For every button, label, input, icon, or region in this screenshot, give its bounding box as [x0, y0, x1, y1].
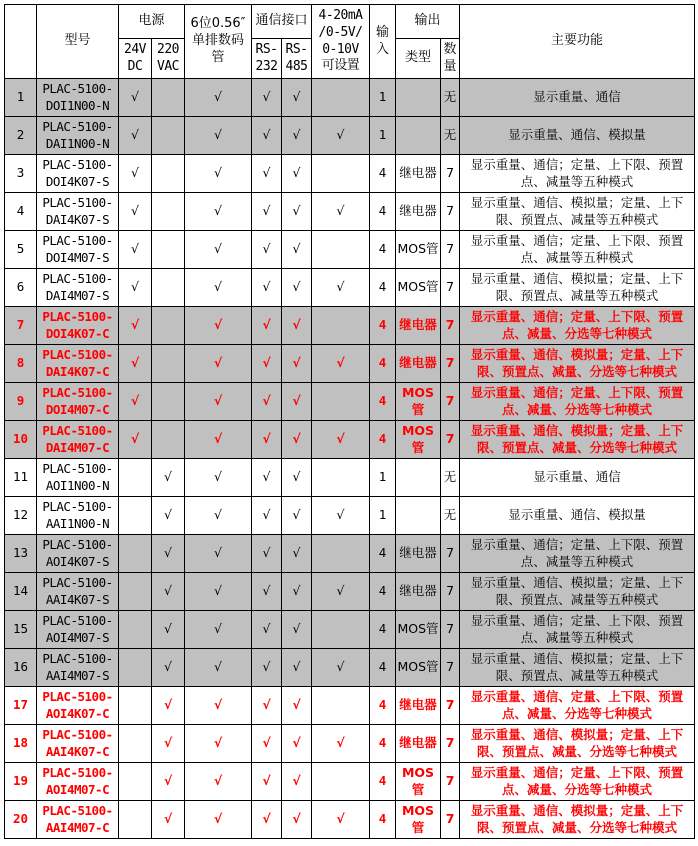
check-tube: √: [185, 269, 252, 307]
output-type-cell: 继电器: [396, 193, 441, 231]
row-number-cell: 16: [5, 649, 37, 687]
output-type-cell: MOS管: [396, 649, 441, 687]
row-number-cell: 15: [5, 611, 37, 649]
function-cell: 显示重量、通信、定量、上下限、预置点、减量、分选等七种模式: [460, 687, 695, 725]
check-rs485: √: [282, 801, 312, 839]
check-v24: √: [119, 383, 152, 421]
table-row: [5, 383, 695, 421]
output-qty-cell: 7: [441, 535, 460, 573]
check-v24: √: [119, 307, 152, 345]
check-v220: √: [152, 801, 185, 839]
model-cell: PLAC-5100-DAI4K07-S: [37, 193, 119, 231]
check-rs232: √: [252, 155, 282, 193]
check-rs485: √: [282, 687, 312, 725]
check-rs232: √: [252, 687, 282, 725]
header-power: 电源: [119, 5, 185, 39]
check-analog: √: [312, 573, 370, 611]
input-count-cell: 4: [370, 801, 396, 839]
check-v220: [152, 155, 185, 193]
check-analog: [312, 231, 370, 269]
header-input: 输 入: [370, 5, 396, 79]
header-rs485: RS- 485: [282, 39, 312, 79]
model-cell: PLAC-5100-AOI4K07-C: [37, 687, 119, 725]
function-cell: 显示重量、通信、模拟量；定量、上下限、预置点、减量等五种模式: [460, 269, 695, 307]
output-type-cell: MOS管: [396, 611, 441, 649]
output-type-cell: 继电器: [396, 345, 441, 383]
check-v24: √: [119, 117, 152, 155]
row-number-cell: 18: [5, 725, 37, 763]
check-v24: [119, 725, 152, 763]
check-tube: √: [185, 383, 252, 421]
check-v220: [152, 79, 185, 117]
input-count-cell: 4: [370, 763, 396, 801]
table-row: [5, 193, 695, 231]
model-cell: PLAC-5100-DOI4K07-S: [37, 155, 119, 193]
check-analog: [312, 611, 370, 649]
check-tube: √: [185, 155, 252, 193]
check-v220: [152, 269, 185, 307]
function-cell: 显示重量、通信、模拟量；定量、上下限、预置点、减量等五种模式: [460, 193, 695, 231]
model-cell: PLAC-5100-DAI4K07-C: [37, 345, 119, 383]
function-cell: 显示重量、通信、模拟量；定量、上下限、预置点、减量、分选等七种模式: [460, 421, 695, 459]
input-count-cell: 1: [370, 79, 396, 117]
row-number-cell: 1: [5, 79, 37, 117]
output-qty-cell: 7: [441, 725, 460, 763]
header-output-qty: 数 量: [441, 39, 460, 79]
check-v220: √: [152, 725, 185, 763]
check-rs485: √: [282, 383, 312, 421]
output-type-cell: [396, 117, 441, 155]
function-cell: 显示重量、通信；定量、上下限、预置点、减量、分选等七种模式: [460, 307, 695, 345]
output-qty-cell: 无: [441, 79, 460, 117]
function-cell: 显示重量、通信；定量、上下限、预置点、减量等五种模式: [460, 231, 695, 269]
function-cell: 显示重量、通信: [460, 459, 695, 497]
model-cell: PLAC-5100-DOI4M07-C: [37, 383, 119, 421]
row-number-cell: 13: [5, 535, 37, 573]
check-rs232: √: [252, 231, 282, 269]
check-analog: √: [312, 193, 370, 231]
check-v220: √: [152, 535, 185, 573]
model-cell: PLAC-5100-DAI4M07-C: [37, 421, 119, 459]
output-type-cell: 继电器: [396, 687, 441, 725]
output-qty-cell: 7: [441, 307, 460, 345]
output-type-cell: 继电器: [396, 725, 441, 763]
check-tube: √: [185, 687, 252, 725]
check-v220: √: [152, 497, 185, 535]
input-count-cell: 4: [370, 421, 396, 459]
check-analog: √: [312, 117, 370, 155]
check-analog: √: [312, 649, 370, 687]
check-v24: [119, 497, 152, 535]
check-rs485: √: [282, 269, 312, 307]
table-row: [5, 573, 695, 611]
check-v24: [119, 573, 152, 611]
output-qty-cell: 7: [441, 801, 460, 839]
product-spec-table: [4, 4, 695, 839]
table-row: [5, 231, 695, 269]
header-model: 型号: [37, 5, 119, 79]
check-analog: [312, 459, 370, 497]
row-number-cell: 3: [5, 155, 37, 193]
row-number-cell: 8: [5, 345, 37, 383]
output-qty-cell: 无: [441, 459, 460, 497]
check-v24: [119, 687, 152, 725]
header-24v-dc: 24V DC: [119, 39, 152, 79]
input-count-cell: 4: [370, 231, 396, 269]
table-row: [5, 307, 695, 345]
output-type-cell: [396, 459, 441, 497]
row-number-cell: 17: [5, 687, 37, 725]
check-v220: [152, 117, 185, 155]
function-cell: 显示重量、通信、模拟量: [460, 117, 695, 155]
check-tube: √: [185, 497, 252, 535]
function-cell: 显示重量、通信；定量、上下限、预置点、减量、分选等七种模式: [460, 383, 695, 421]
check-tube: √: [185, 421, 252, 459]
table-row: [5, 155, 695, 193]
table-body: [5, 79, 695, 839]
check-rs485: √: [282, 117, 312, 155]
input-count-cell: 4: [370, 573, 396, 611]
check-rs232: √: [252, 421, 282, 459]
table-row: [5, 611, 695, 649]
header-analog-output: 4-20mA /0-5V/ 0-10V 可设置: [312, 5, 370, 79]
check-rs485: √: [282, 497, 312, 535]
check-v24: [119, 801, 152, 839]
output-type-cell: MOS管: [396, 421, 441, 459]
check-rs232: √: [252, 383, 282, 421]
output-type-cell: MOS管: [396, 269, 441, 307]
check-analog: [312, 307, 370, 345]
check-tube: √: [185, 117, 252, 155]
function-cell: 显示重量、通信、模拟量: [460, 497, 695, 535]
model-cell: PLAC-5100-DAI4M07-S: [37, 269, 119, 307]
check-tube: √: [185, 345, 252, 383]
output-qty-cell: 7: [441, 231, 460, 269]
input-count-cell: 4: [370, 725, 396, 763]
check-analog: [312, 687, 370, 725]
input-count-cell: 4: [370, 155, 396, 193]
output-type-cell: 继电器: [396, 573, 441, 611]
check-v24: √: [119, 231, 152, 269]
output-type-cell: 继电器: [396, 535, 441, 573]
check-rs232: √: [252, 117, 282, 155]
model-cell: PLAC-5100-AAI4M07-C: [37, 801, 119, 839]
header-comm-interface: 通信接口: [252, 5, 312, 39]
check-rs232: √: [252, 269, 282, 307]
output-qty-cell: 无: [441, 117, 460, 155]
model-cell: PLAC-5100-DOI1N00-N: [37, 79, 119, 117]
table-row: [5, 535, 695, 573]
function-cell: 显示重量、通信；定量、上下限、预置点、减量、分选等七种模式: [460, 763, 695, 801]
table-row: [5, 801, 695, 839]
check-v220: [152, 231, 185, 269]
output-qty-cell: 7: [441, 155, 460, 193]
check-analog: √: [312, 345, 370, 383]
model-cell: PLAC-5100-DOI4M07-S: [37, 231, 119, 269]
header-rs232: RS- 232: [252, 39, 282, 79]
function-cell: 显示重量、通信、模拟量；定量、上下限、预置点、减量、分选等七种模式: [460, 345, 695, 383]
check-rs232: √: [252, 193, 282, 231]
output-type-cell: 继电器: [396, 155, 441, 193]
row-number-cell: 10: [5, 421, 37, 459]
check-rs232: √: [252, 801, 282, 839]
row-number-cell: 9: [5, 383, 37, 421]
input-count-cell: 4: [370, 345, 396, 383]
input-count-cell: 1: [370, 459, 396, 497]
check-analog: [312, 383, 370, 421]
output-qty-cell: 7: [441, 573, 460, 611]
header-digital-tube: 6位0.56″ 单排数码 管: [185, 5, 252, 79]
check-analog: [312, 535, 370, 573]
table-row: [5, 117, 695, 155]
output-qty-cell: 7: [441, 193, 460, 231]
check-v220: [152, 307, 185, 345]
row-number-cell: 12: [5, 497, 37, 535]
check-v220: [152, 193, 185, 231]
table-row: [5, 687, 695, 725]
check-v24: [119, 763, 152, 801]
check-rs232: √: [252, 79, 282, 117]
check-tube: √: [185, 459, 252, 497]
input-count-cell: 4: [370, 193, 396, 231]
input-count-cell: 4: [370, 383, 396, 421]
check-v24: [119, 535, 152, 573]
header-row-number: [5, 5, 37, 79]
output-qty-cell: 7: [441, 763, 460, 801]
check-rs232: √: [252, 535, 282, 573]
header-main-functions: 主要功能: [460, 5, 695, 79]
check-rs485: √: [282, 535, 312, 573]
model-cell: PLAC-5100-AOI1N00-N: [37, 459, 119, 497]
check-tube: √: [185, 801, 252, 839]
output-type-cell: MOS管: [396, 383, 441, 421]
row-number-cell: 19: [5, 763, 37, 801]
function-cell: 显示重量、通信、模拟量；定量、上下限、预置点、减量、分选等七种模式: [460, 801, 695, 839]
check-rs485: √: [282, 725, 312, 763]
check-v24: √: [119, 79, 152, 117]
function-cell: 显示重量、通信、模拟量；定量、上下限、预置点、减量等五种模式: [460, 573, 695, 611]
table-row: [5, 421, 695, 459]
header-output-type: 类型: [396, 39, 441, 79]
check-v220: [152, 383, 185, 421]
function-cell: 显示重量、通信、模拟量；定量、上下限、预置点、减量、分选等七种模式: [460, 725, 695, 763]
check-v220: [152, 345, 185, 383]
check-v220: √: [152, 573, 185, 611]
check-v220: √: [152, 763, 185, 801]
input-count-cell: 4: [370, 611, 396, 649]
check-rs232: √: [252, 459, 282, 497]
check-rs485: √: [282, 79, 312, 117]
input-count-cell: 1: [370, 117, 396, 155]
check-analog: [312, 155, 370, 193]
check-analog: √: [312, 421, 370, 459]
input-count-cell: 4: [370, 269, 396, 307]
check-rs232: √: [252, 573, 282, 611]
model-cell: PLAC-5100-AAI4K07-S: [37, 573, 119, 611]
table-row: [5, 497, 695, 535]
function-cell: 显示重量、通信；定量、上下限、预置点、减量等五种模式: [460, 155, 695, 193]
check-v220: √: [152, 687, 185, 725]
check-rs232: √: [252, 497, 282, 535]
check-v220: [152, 421, 185, 459]
row-number-cell: 6: [5, 269, 37, 307]
check-v220: √: [152, 649, 185, 687]
check-v24: √: [119, 269, 152, 307]
check-v24: [119, 611, 152, 649]
model-cell: PLAC-5100-AAI4M07-S: [37, 649, 119, 687]
header-output: 输出: [396, 5, 460, 39]
check-v24: [119, 459, 152, 497]
output-qty-cell: 7: [441, 611, 460, 649]
output-qty-cell: 7: [441, 687, 460, 725]
check-analog: √: [312, 497, 370, 535]
table-row: [5, 649, 695, 687]
row-number-cell: 20: [5, 801, 37, 839]
check-rs485: √: [282, 155, 312, 193]
check-rs232: √: [252, 649, 282, 687]
check-tube: √: [185, 725, 252, 763]
check-v24: [119, 649, 152, 687]
function-cell: 显示重量、通信；定量、上下限、预置点、减量等五种模式: [460, 611, 695, 649]
input-count-cell: 4: [370, 687, 396, 725]
check-rs485: √: [282, 421, 312, 459]
check-rs232: √: [252, 725, 282, 763]
output-qty-cell: 7: [441, 383, 460, 421]
check-tube: √: [185, 307, 252, 345]
input-count-cell: 4: [370, 307, 396, 345]
check-tube: √: [185, 79, 252, 117]
row-number-cell: 4: [5, 193, 37, 231]
check-tube: √: [185, 611, 252, 649]
row-number-cell: 5: [5, 231, 37, 269]
check-rs485: √: [282, 345, 312, 383]
function-cell: 显示重量、通信；定量、上下限、预置点、减量等五种模式: [460, 535, 695, 573]
check-rs232: √: [252, 307, 282, 345]
model-cell: PLAC-5100-AOI4M07-C: [37, 763, 119, 801]
input-count-cell: 4: [370, 649, 396, 687]
table-header: [5, 5, 695, 79]
check-tube: √: [185, 573, 252, 611]
row-number-cell: 7: [5, 307, 37, 345]
output-type-cell: MOS管: [396, 763, 441, 801]
model-cell: PLAC-5100-AOI4K07-S: [37, 535, 119, 573]
check-rs485: √: [282, 231, 312, 269]
model-cell: PLAC-5100-DAI1N00-N: [37, 117, 119, 155]
row-number-cell: 2: [5, 117, 37, 155]
check-tube: √: [185, 231, 252, 269]
check-tube: √: [185, 763, 252, 801]
check-rs232: √: [252, 345, 282, 383]
output-qty-cell: 7: [441, 421, 460, 459]
model-cell: PLAC-5100-DOI4K07-C: [37, 307, 119, 345]
function-cell: 显示重量、通信、模拟量；定量、上下限、预置点、减量等五种模式: [460, 649, 695, 687]
check-v220: √: [152, 459, 185, 497]
check-v24: √: [119, 155, 152, 193]
table-row: [5, 725, 695, 763]
table-row: [5, 459, 695, 497]
check-analog: √: [312, 801, 370, 839]
check-v24: √: [119, 193, 152, 231]
check-rs485: √: [282, 459, 312, 497]
model-cell: PLAC-5100-AAI1N00-N: [37, 497, 119, 535]
output-qty-cell: 7: [441, 345, 460, 383]
model-cell: PLAC-5100-AOI4M07-S: [37, 611, 119, 649]
table-row: [5, 345, 695, 383]
check-rs485: √: [282, 307, 312, 345]
table-row: [5, 763, 695, 801]
check-tube: √: [185, 649, 252, 687]
check-analog: [312, 763, 370, 801]
check-rs232: √: [252, 611, 282, 649]
check-rs485: √: [282, 193, 312, 231]
table-row: [5, 269, 695, 307]
check-rs485: √: [282, 573, 312, 611]
output-type-cell: MOS管: [396, 231, 441, 269]
model-cell: PLAC-5100-AAI4K07-C: [37, 725, 119, 763]
check-rs485: √: [282, 611, 312, 649]
output-qty-cell: 7: [441, 649, 460, 687]
header-220-vac: 220 VAC: [152, 39, 185, 79]
check-analog: [312, 79, 370, 117]
input-count-cell: 4: [370, 535, 396, 573]
check-analog: √: [312, 725, 370, 763]
check-v24: √: [119, 421, 152, 459]
output-type-cell: [396, 79, 441, 117]
table-row: [5, 79, 695, 117]
row-number-cell: 11: [5, 459, 37, 497]
check-tube: √: [185, 535, 252, 573]
output-type-cell: MOS管: [396, 801, 441, 839]
output-qty-cell: 7: [441, 269, 460, 307]
output-qty-cell: 无: [441, 497, 460, 535]
input-count-cell: 1: [370, 497, 396, 535]
check-tube: √: [185, 193, 252, 231]
check-analog: √: [312, 269, 370, 307]
check-rs232: √: [252, 763, 282, 801]
check-v220: √: [152, 611, 185, 649]
check-rs485: √: [282, 763, 312, 801]
output-type-cell: 继电器: [396, 307, 441, 345]
row-number-cell: 14: [5, 573, 37, 611]
function-cell: 显示重量、通信: [460, 79, 695, 117]
output-type-cell: [396, 497, 441, 535]
check-v24: √: [119, 345, 152, 383]
check-rs485: √: [282, 649, 312, 687]
